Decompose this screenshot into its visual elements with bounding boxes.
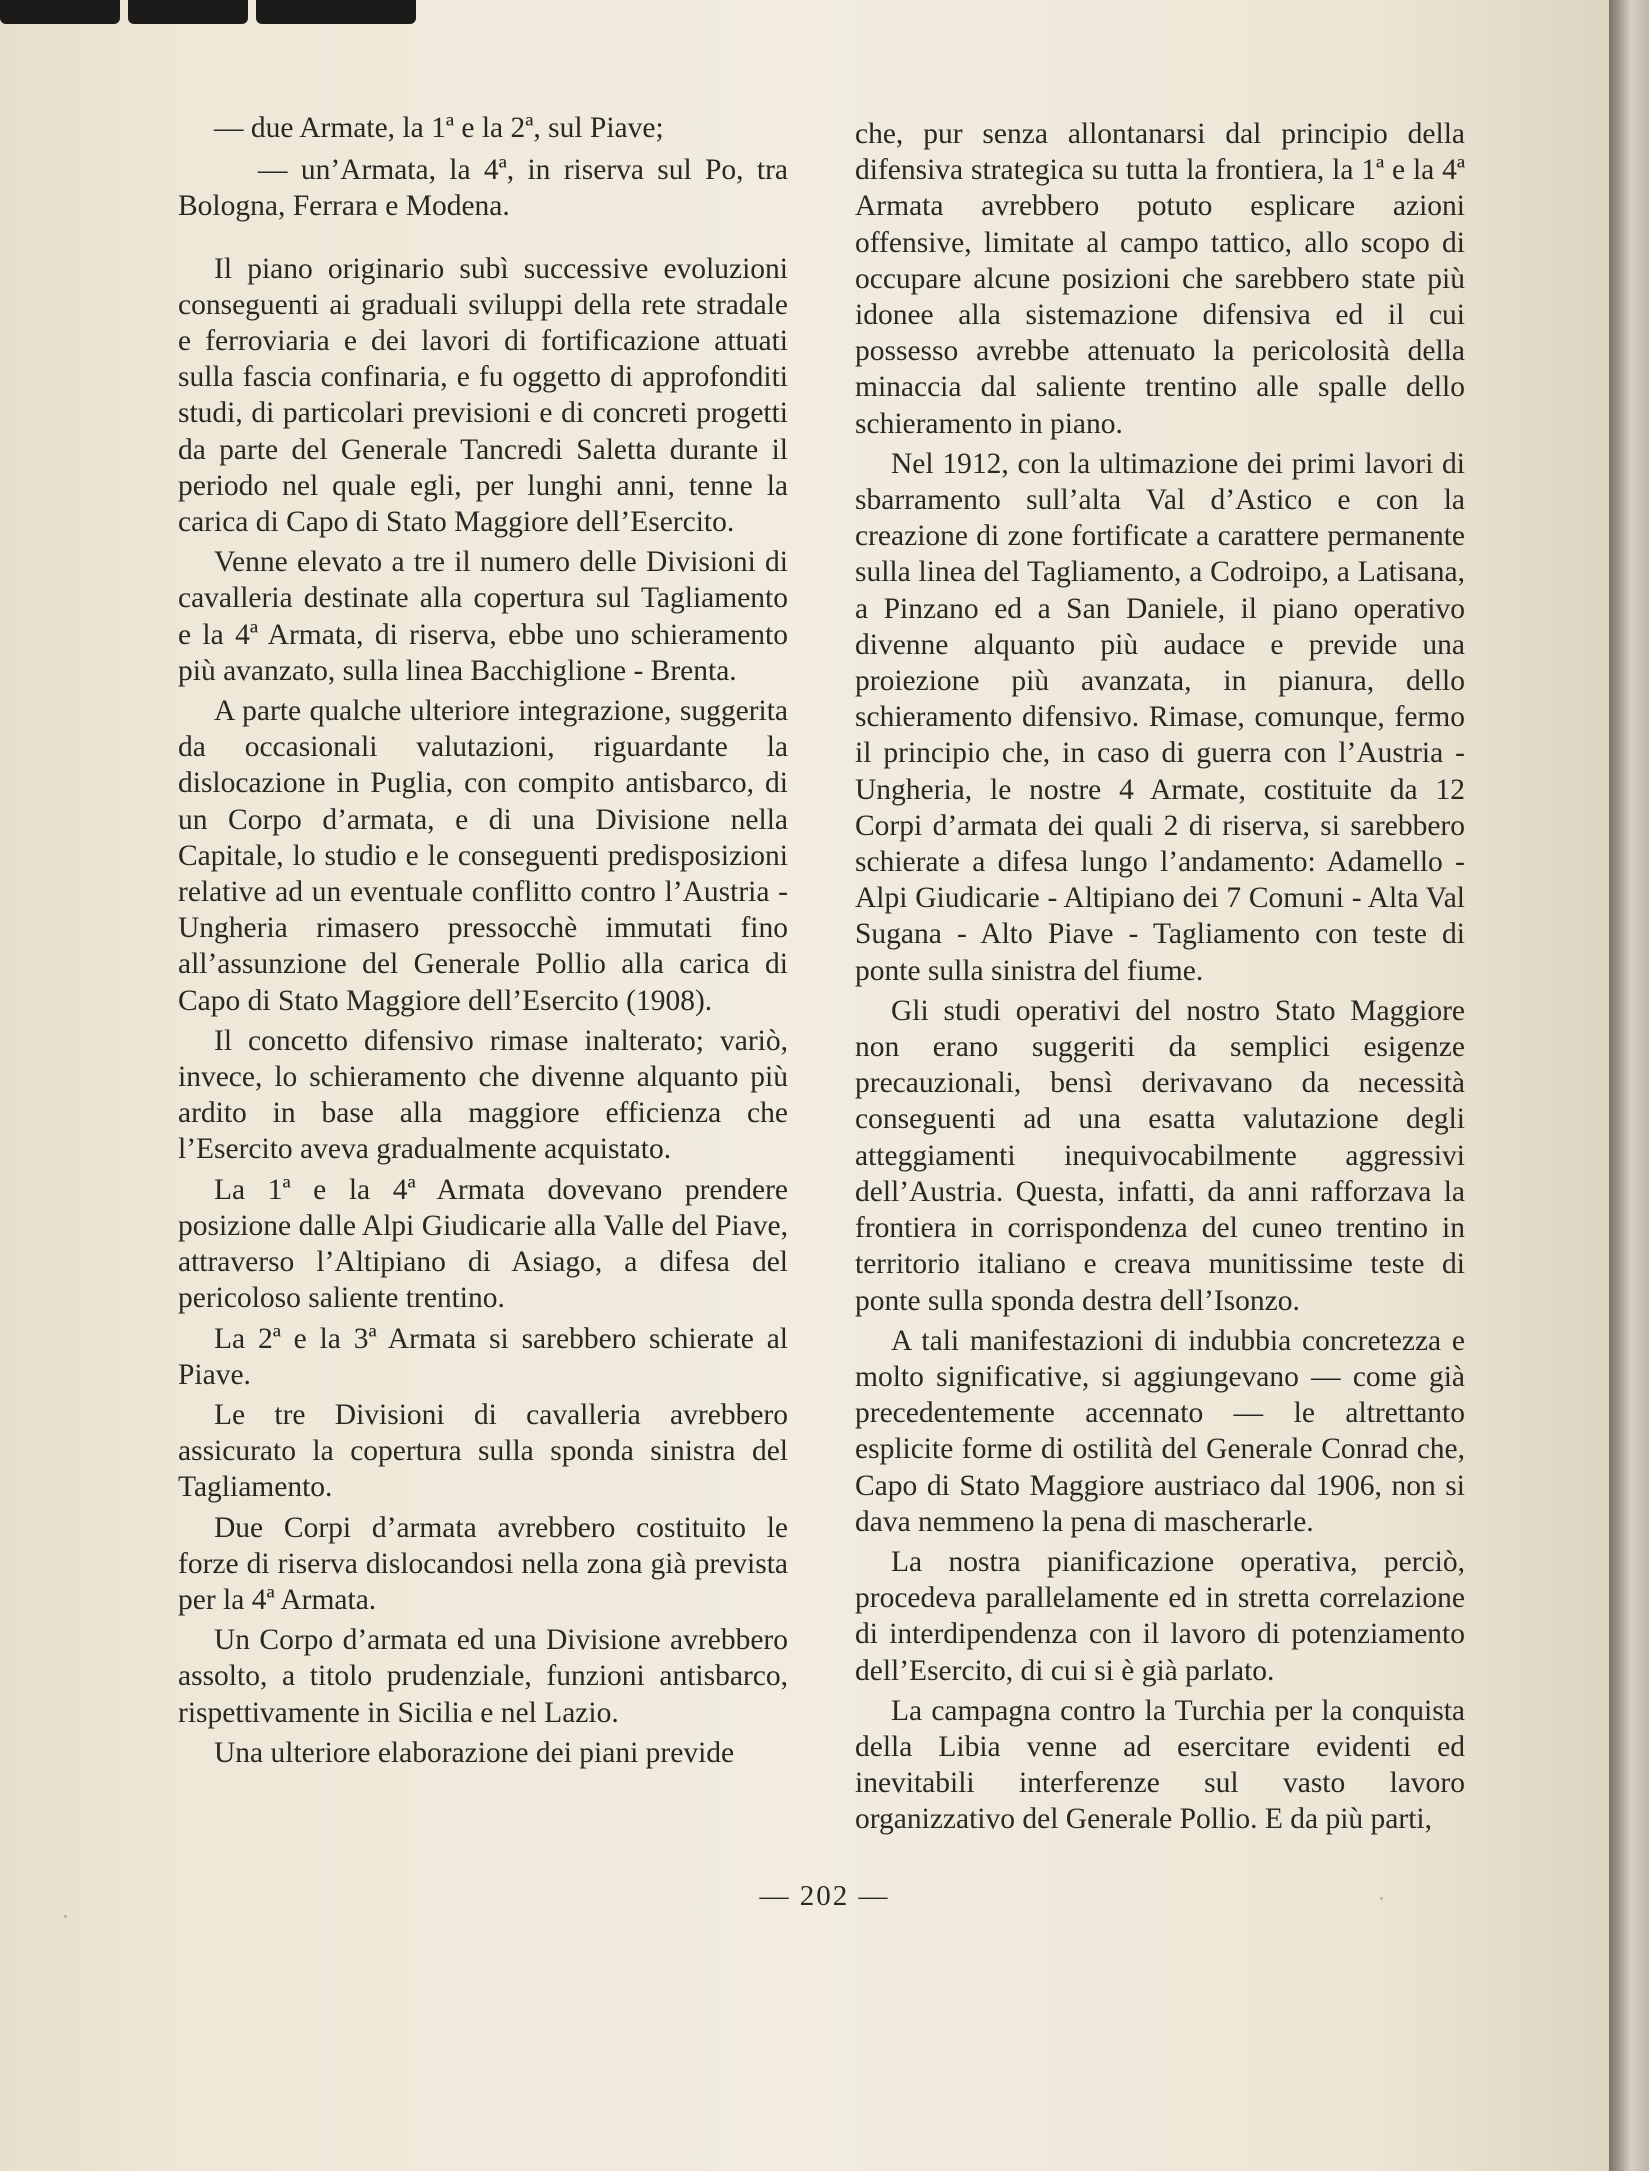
paragraph: La 2ª e la 3ª Armata si sarebbero schierate al Piave. [178,1322,788,1391]
paper-speck [64,1915,67,1918]
paragraph: Venne elevato a tre il numero delle Divisioni di cavalleria destinate alla copertura sul Tagliamento e la 4ª Armata, di riserva, ebbe uno schieramento più avanzato, sulla linea Bacchiglione - Brenta. [178,546,788,687]
paragraph: Nel 1912, con la ultimazione dei primi lavori di sbarramento sull’alta Val d’Astico e con la creazione di zone fortificate a carattere permanente sulla linea del Tagliamento, a Codroipo, a Latisana, a Pinzano ed a San Daniele, il piano operativo divenne alquanto più audace e previde una proiezione più avanzata, in pianura, dello schieramento difensivo. Rimase, comunque, fermo il principio che, in caso di guerra con l’Austria - Ungheria, le nostre 4 Armate, costituite da 12 Corpi d’armata dei quali 2 di riserva, si sarebbero schierate a difesa lungo l’andamento: Adamello - Alpi Giudicarie - Altipiano dei 7 Comuni - Alta Val Sugana - Alto Piave - Tagliamento con teste di ponte sulla sinistra del fiume. [855,447,1465,987]
right-column [855,116,1465,1838]
paragraph: La campagna contro la Turchia per la conquista della Libia venne ad esercitare evidenti ed inevitabili interferenze sul vasto lavoro organizzativo del Generale Pollio. E da più parti, [855,1694,1465,1836]
paragraph: Il concetto difensivo rimase inalterato; variò, invece, lo schieramento che divenne alquanto più ardito in base alla maggiore efficienza che l’Esercito aveva gradualmente acquistato. [178,1024,788,1166]
list-item: — due Armate, la 1ª e la 2ª, sul Piave; [214,112,664,144]
paragraph: Le tre Divisioni di cavalleria avrebbero assicurato la copertura sulla sponda sinistra del Tagliamento. [178,1398,788,1504]
paragraph: La 1ª e la 4ª Armata dovevano prendere posizione dalle Alpi Giudicarie alla Valle del Piave, attraverso l’Altipiano di Asiago, a difesa del pericoloso saliente trentino. [178,1173,788,1315]
paragraph: Un Corpo d’armata ed una Divisione avrebbero assolto, a titolo prudenziale, funzioni antisbarco, rispettivamente in Sicilia e nel Lazio. [178,1624,788,1729]
page-edge-shadow [1609,0,1649,2171]
paragraph: Due Corpi d’armata avrebbero costituito le forze di riserva dislocandosi nella zona già prevista per la 4ª Armata. [178,1511,788,1616]
paragraph: A tali manifestazioni di indubbia concretezza e molto significative, si aggiungevano — come già precedentemente accennato — le altrettanto esplicite forme di ostilità del Generale Conrad che, Capo di Stato Maggiore austriaco dal 1906, non si dava nemmeno la pena di mascherarle. [855,1324,1465,1538]
dark-edge-strip [0,0,420,24]
paragraph: che, pur senza allontanarsi dal principio della difensiva strategica su tutta la frontiera, la 1ª e la 4ª Armata avrebbero potuto esplicare azioni offensive, limitate al campo tattico, allo scopo di occupare alcune posizioni che sarebbero state più idonee alla sistemazione difensiva ed il cui possesso avrebbe attenuato la pericolosità della minaccia dal saliente trentino alle spalle dello schieramento in piano. [855,118,1465,440]
page-number: — 202 — [759,1880,890,1912]
paragraph: Una ulteriore elaborazione dei piani previde [214,1736,735,1769]
left-column [178,110,788,1771]
paper-speck [1380,1897,1383,1900]
list-item: — un’Armata, la 4ª, in riserva sul Po, tra Bologna, Ferrara e Modena. [178,154,788,223]
paragraph: Il piano originario subì successive evoluzioni conseguenti ai graduali sviluppi della rete stradale e ferroviaria e dei lavori di fortificazione attuati sulla fascia confinaria, e fu oggetto di approfonditi studi, di particolari previsioni e di concreti progetti da parte del Generale Tancredi Saletta durante il periodo nel quale egli, per lunghi anni, tenne la carica di Capo di Stato Maggiore dell’Esercito. [178,252,788,539]
paragraph: A parte qualche ulteriore integrazione, suggerita da occasionali valutazioni, riguardante la dislocazione in Puglia, con compito antisbarco, di un Corpo d’armata, e di una Divisione nella Capitale, lo studio e le conseguenti predisposizioni relative ad un eventuale conflitto contro l’Austria - Ungheria rimasero pressocchè immutati fino all’assunzione del Generale Pollio alla carica di Capo di Stato Maggiore dell’Esercito (1908). [178,695,788,1017]
paragraph: Gli studi operativi del nostro Stato Maggiore non erano suggeriti da semplici esigenze precauzionali, bensì derivavano da necessità conseguenti ad una esatta valutazione degli atteggiamenti inequivocabilmente aggressivi dell’Austria. Questa, infatti, da anni rafforzava la frontiera in corrispondenza del cuneo trentino in territorio italiano e creava munitissime teste di ponte sulla sponda destra dell’Isonzo. [855,994,1465,1317]
paragraph: La nostra pianificazione operativa, perciò, procedeva parallelamente ed in stretta correlazione di interdipendenza con il lavoro di potenziamento dell’Esercito, di cui si è già parlato. [855,1545,1465,1687]
